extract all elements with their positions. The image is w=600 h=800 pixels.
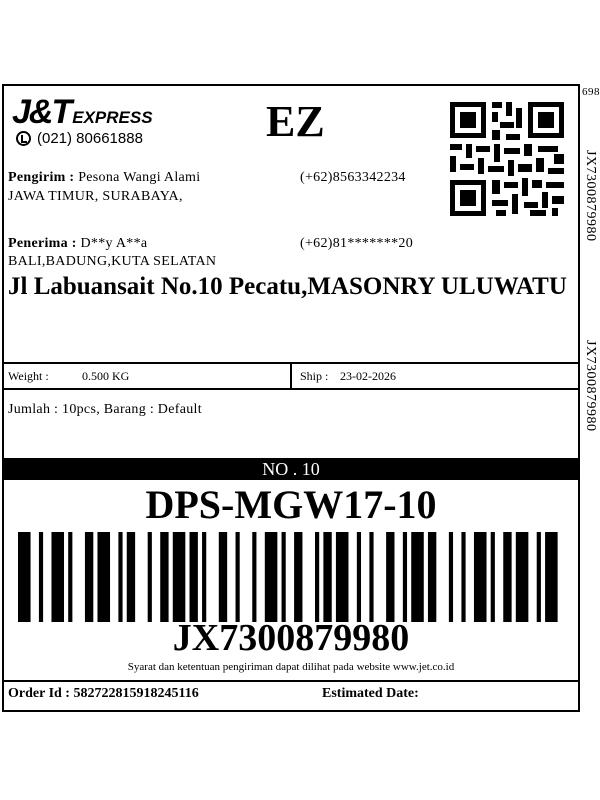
- side-tracking-number: JX7300879980: [583, 150, 598, 242]
- qr-code-icon: [444, 96, 570, 222]
- recipient-name: D**y A**a: [80, 236, 148, 251]
- ship-date: 23-02-2026: [340, 369, 396, 383]
- weight-label: Weight :: [8, 369, 49, 383]
- side-page-number: 698: [582, 86, 600, 98]
- tracking-number: JX7300879980: [172, 617, 410, 659]
- sender-line: [8, 170, 200, 186]
- jnt-logo: J&T EXPRESS: [12, 93, 153, 131]
- ship-label: Ship :: [300, 369, 329, 383]
- recipient-region: BALI,BADUNG,KUTA SELATAN: [8, 254, 217, 269]
- recipient-phone: (+62)81*******20: [300, 236, 414, 251]
- sort-code: DPS-MGW17-10: [145, 482, 437, 527]
- sender-name: Pesona Wangi Alami: [78, 170, 201, 185]
- brand-phone: [16, 130, 143, 147]
- sender-label: Pengirim :: [8, 170, 75, 185]
- package-contents: Jumlah : 10pcs, Barang : Default: [8, 402, 202, 417]
- sender-region: JAWA TIMUR, SURABAYA,: [8, 189, 183, 204]
- recipient-address: Jl Labuansait No.10 Pecatu,MASONRY ULUWATU: [8, 273, 567, 300]
- divider: [4, 680, 578, 682]
- brand-phone-number: (021) 80661888: [37, 130, 143, 147]
- recipient-label: Penerima :: [8, 236, 77, 251]
- order-id-value: 582722815918245116: [73, 686, 199, 701]
- order-id-label: Order Id :: [8, 686, 70, 701]
- shipping-label: [2, 84, 580, 712]
- number-band: NO . 10: [4, 458, 578, 480]
- estimated-date-label: Estimated Date:: [322, 686, 419, 701]
- route-code: EZ: [266, 97, 325, 146]
- estimated-date: [322, 686, 419, 702]
- divider: [290, 362, 292, 390]
- terms-text: Syarat dan ketentuan pengiriman dapat dilihat pada website www.jet.co.id: [127, 661, 455, 673]
- sender-phone: (+62)8563342234: [300, 170, 406, 185]
- weight-value: 0.500 KG: [82, 369, 130, 383]
- order-id: [8, 686, 199, 702]
- recipient-line: [8, 236, 147, 252]
- barcode-icon: [18, 532, 566, 622]
- side-tracking-number-2: JX7300879980: [583, 340, 598, 432]
- phone-icon: [16, 131, 31, 146]
